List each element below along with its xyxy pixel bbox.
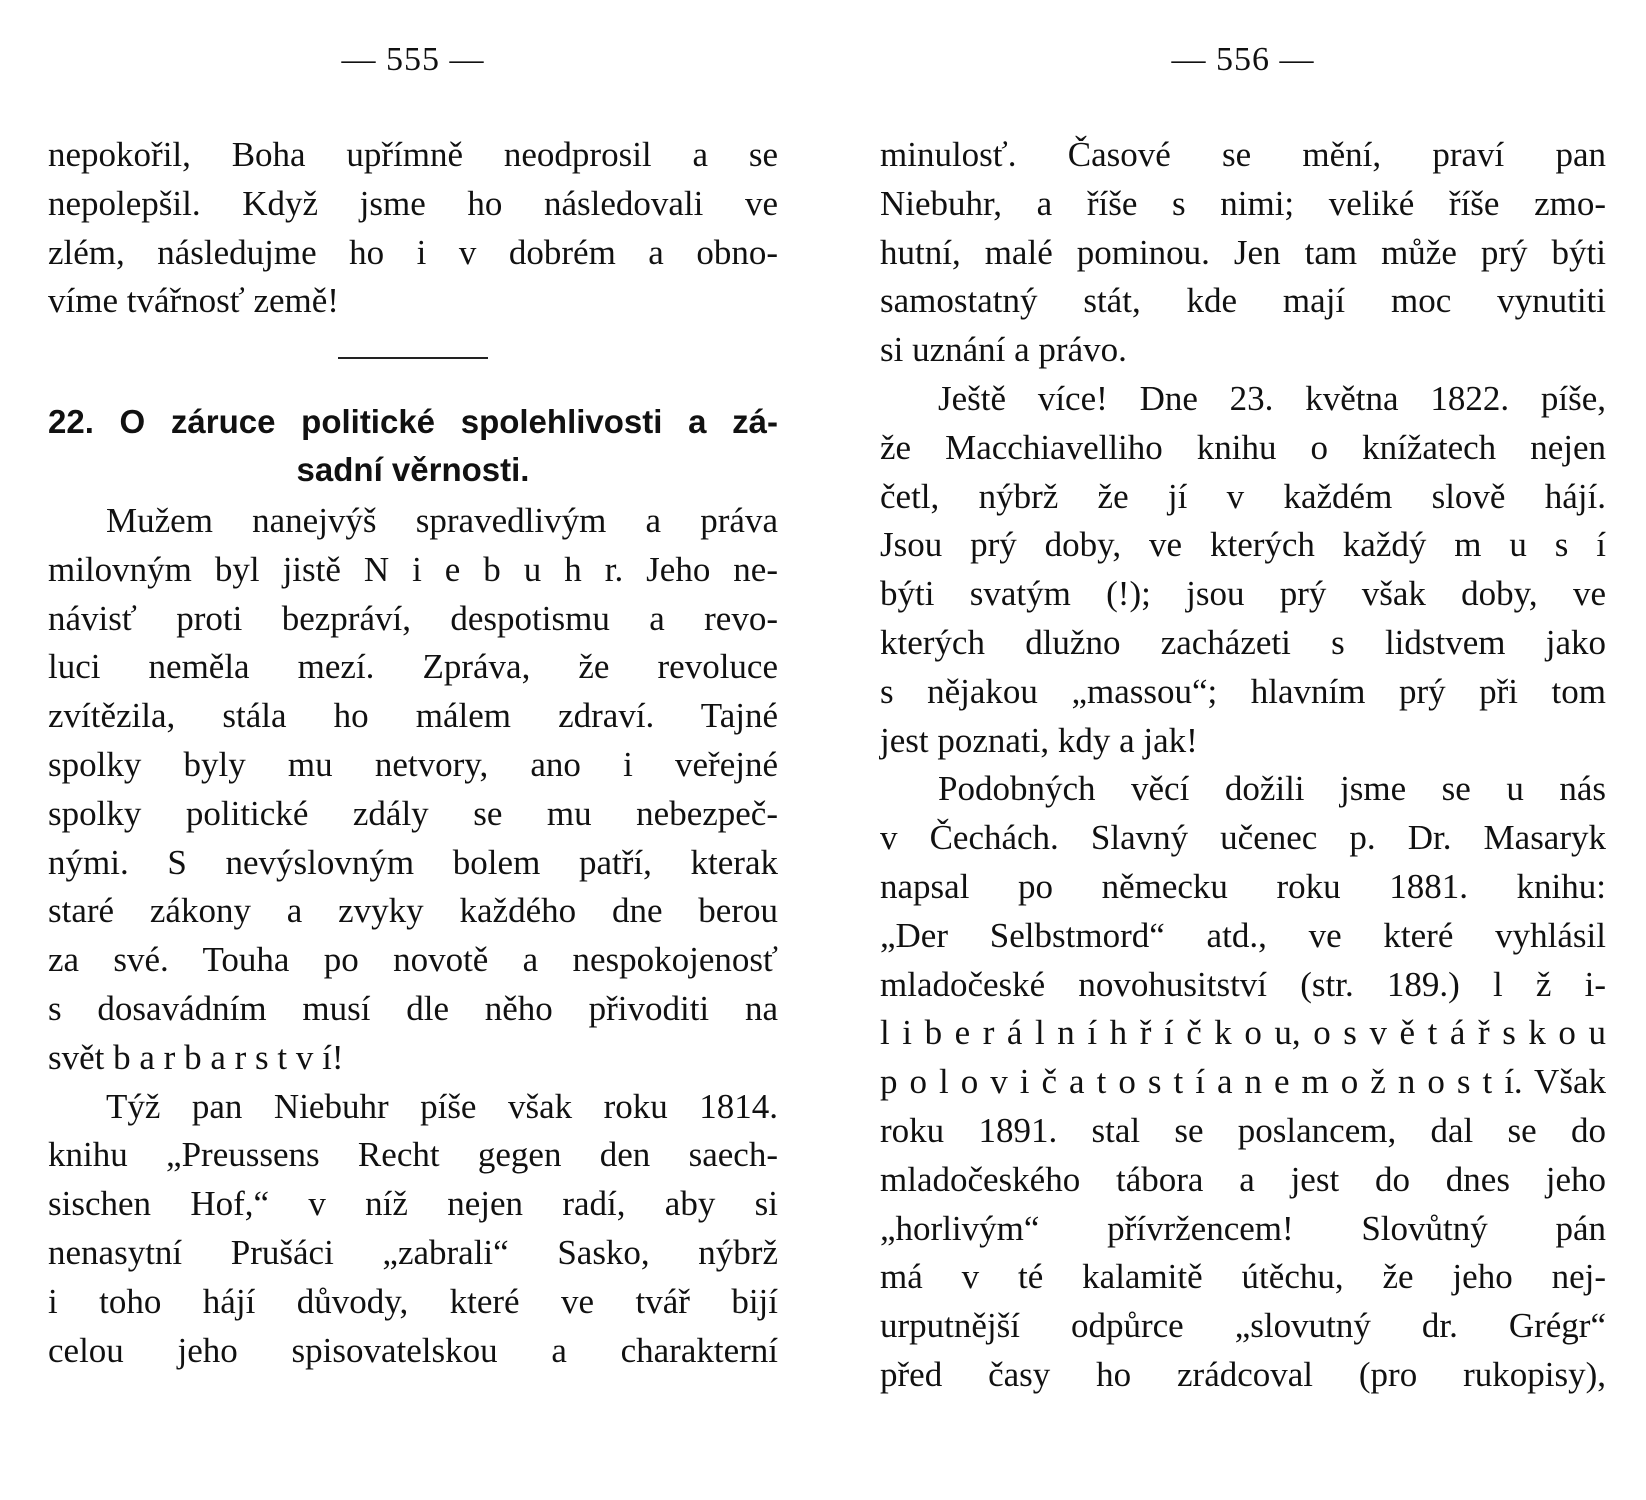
right-body-text (880, 131, 1606, 1400)
heading-line: sadní věrnosti. (296, 451, 530, 488)
text-line: s nějakou „massou“; hlavním prý při tom (880, 671, 1606, 711)
text-line: l i b e r á l n í h ř í č k o u, o s v ě t á ř s k o u (880, 1013, 1606, 1053)
text-line: spolky byly mu netvory, ano i veřejné (48, 744, 778, 784)
text-line: si uznání a právo. (880, 330, 1127, 370)
text-line: za své. Touha po novotě a nespokojenosť (48, 940, 778, 980)
text-line: „Der Selbstmord“ atd., ve které vyhlásil (880, 915, 1606, 955)
text-line: býti svatým (!); jsou prý však doby, ve (880, 574, 1606, 614)
text-line: mladočeského tábora a jest do dnes jeho (880, 1159, 1606, 1199)
text-line: Niebuhr, a říše s nimi; veliké říše zmo- (880, 183, 1606, 223)
heading-line: 22. O záruce politické spolehlivosti a zá- (48, 403, 778, 440)
text-line: hutní, malé pominou. Jen tam může prý býti (880, 232, 1606, 272)
text-line: víme tvářnosť země! (48, 281, 339, 321)
text-line: s dosavádním musí dle něho přivoditi na (48, 988, 778, 1028)
text-line: i toho hájí důvody, které ve tvář bijí (48, 1281, 778, 1321)
text-line: svět b a r b a r s t v í! (48, 1037, 344, 1077)
text-line: napsal po německu roku 1881. knihu: (880, 866, 1606, 906)
text-line: spolky politické zdály se mu nebezpeč- (48, 793, 778, 833)
text-line: nými. S nevýslovným bolem patří, kterak (48, 842, 778, 882)
left-page (48, 0, 778, 1500)
text-line: Mužem nanejvýš spravedlivým a práva (106, 501, 778, 540)
text-line: urputnější odpůrce „slovutný dr. Grégr“ (880, 1306, 1606, 1346)
text-line: celou jeho spisovatelskou a charakterní (48, 1330, 778, 1370)
section-separator (338, 357, 488, 359)
text-line: p o l o v i č a t o s t í a n e m o ž n o s t í. Však (880, 1062, 1606, 1102)
text-line: minulosť. Časové se mění, praví pan (880, 135, 1606, 174)
text-line: roku 1891. stal se poslancem, dal se do (880, 1110, 1606, 1150)
text-line: sischen Hof,“ v níž nejen radí, aby si (48, 1184, 778, 1224)
text-line: samostatný stát, kde mají moc vynutiti (880, 281, 1606, 321)
page-number-left: — 555 — (341, 41, 485, 78)
text-line: kterých dlužno zacházeti s lidstvem jako (880, 622, 1606, 662)
text-line: nepokořil, Boha upřímně neodprosil a se (48, 135, 778, 174)
text-line: staré zákony a zvyky každého dne berou (48, 891, 778, 931)
page-number-right: — 556 — (1171, 41, 1315, 78)
right-page (880, 0, 1606, 1500)
text-line: Podobných věcí dožili jsme se u nás (938, 769, 1606, 809)
text-line: má v té kalamitě útěchu, že jeho nej- (880, 1257, 1606, 1297)
section-heading (48, 398, 778, 494)
text-line: „horlivým“ přívržencem! Slovůtný pán (880, 1208, 1606, 1248)
text-line: zlém, následujme ho i v dobrém a obno- (48, 232, 778, 272)
text-line: jest poznati, kdy a jak! (880, 720, 1198, 760)
left-intro-paragraph (48, 131, 778, 326)
text-line: před časy ho zrádcoval (pro rukopisy), (880, 1354, 1606, 1394)
text-line: nenasytní Prušáci „zabrali“ Sasko, nýbrž (48, 1232, 778, 1272)
text-line: že Macchiavelliho knihu o knížatech nejen (880, 427, 1606, 467)
text-line: luci neměla mezí. Zpráva, že revoluce (48, 647, 778, 687)
text-line: návisť proti bezpráví, despotismu a revo- (48, 598, 778, 638)
text-line: četl, nýbrž že jí v každém slově hájí. (880, 476, 1606, 516)
text-line: knihu „Preussens Recht gegen den saech- (48, 1135, 778, 1175)
text-line: Ještě více! Dne 23. května 1822. píše, (938, 378, 1606, 418)
text-line: Jsou prý doby, ve kterých každý m u s í (880, 525, 1606, 565)
text-line: zvítězila, stála ho málem zdraví. Tajné (48, 696, 778, 736)
text-line: v Čechách. Slavný učenec p. Dr. Masaryk (880, 818, 1606, 858)
text-line: nepolepšil. Když jsme ho následovali ve (48, 183, 778, 223)
text-line: mladočeské novohusitství (str. 189.) l ž i- (880, 964, 1606, 1004)
text-line: milovným byl jistě N i e b u h r. Jeho ne- (48, 549, 778, 589)
left-body-text (48, 497, 778, 1375)
text-line: Týž pan Niebuhr píše však roku 1814. (106, 1086, 778, 1126)
